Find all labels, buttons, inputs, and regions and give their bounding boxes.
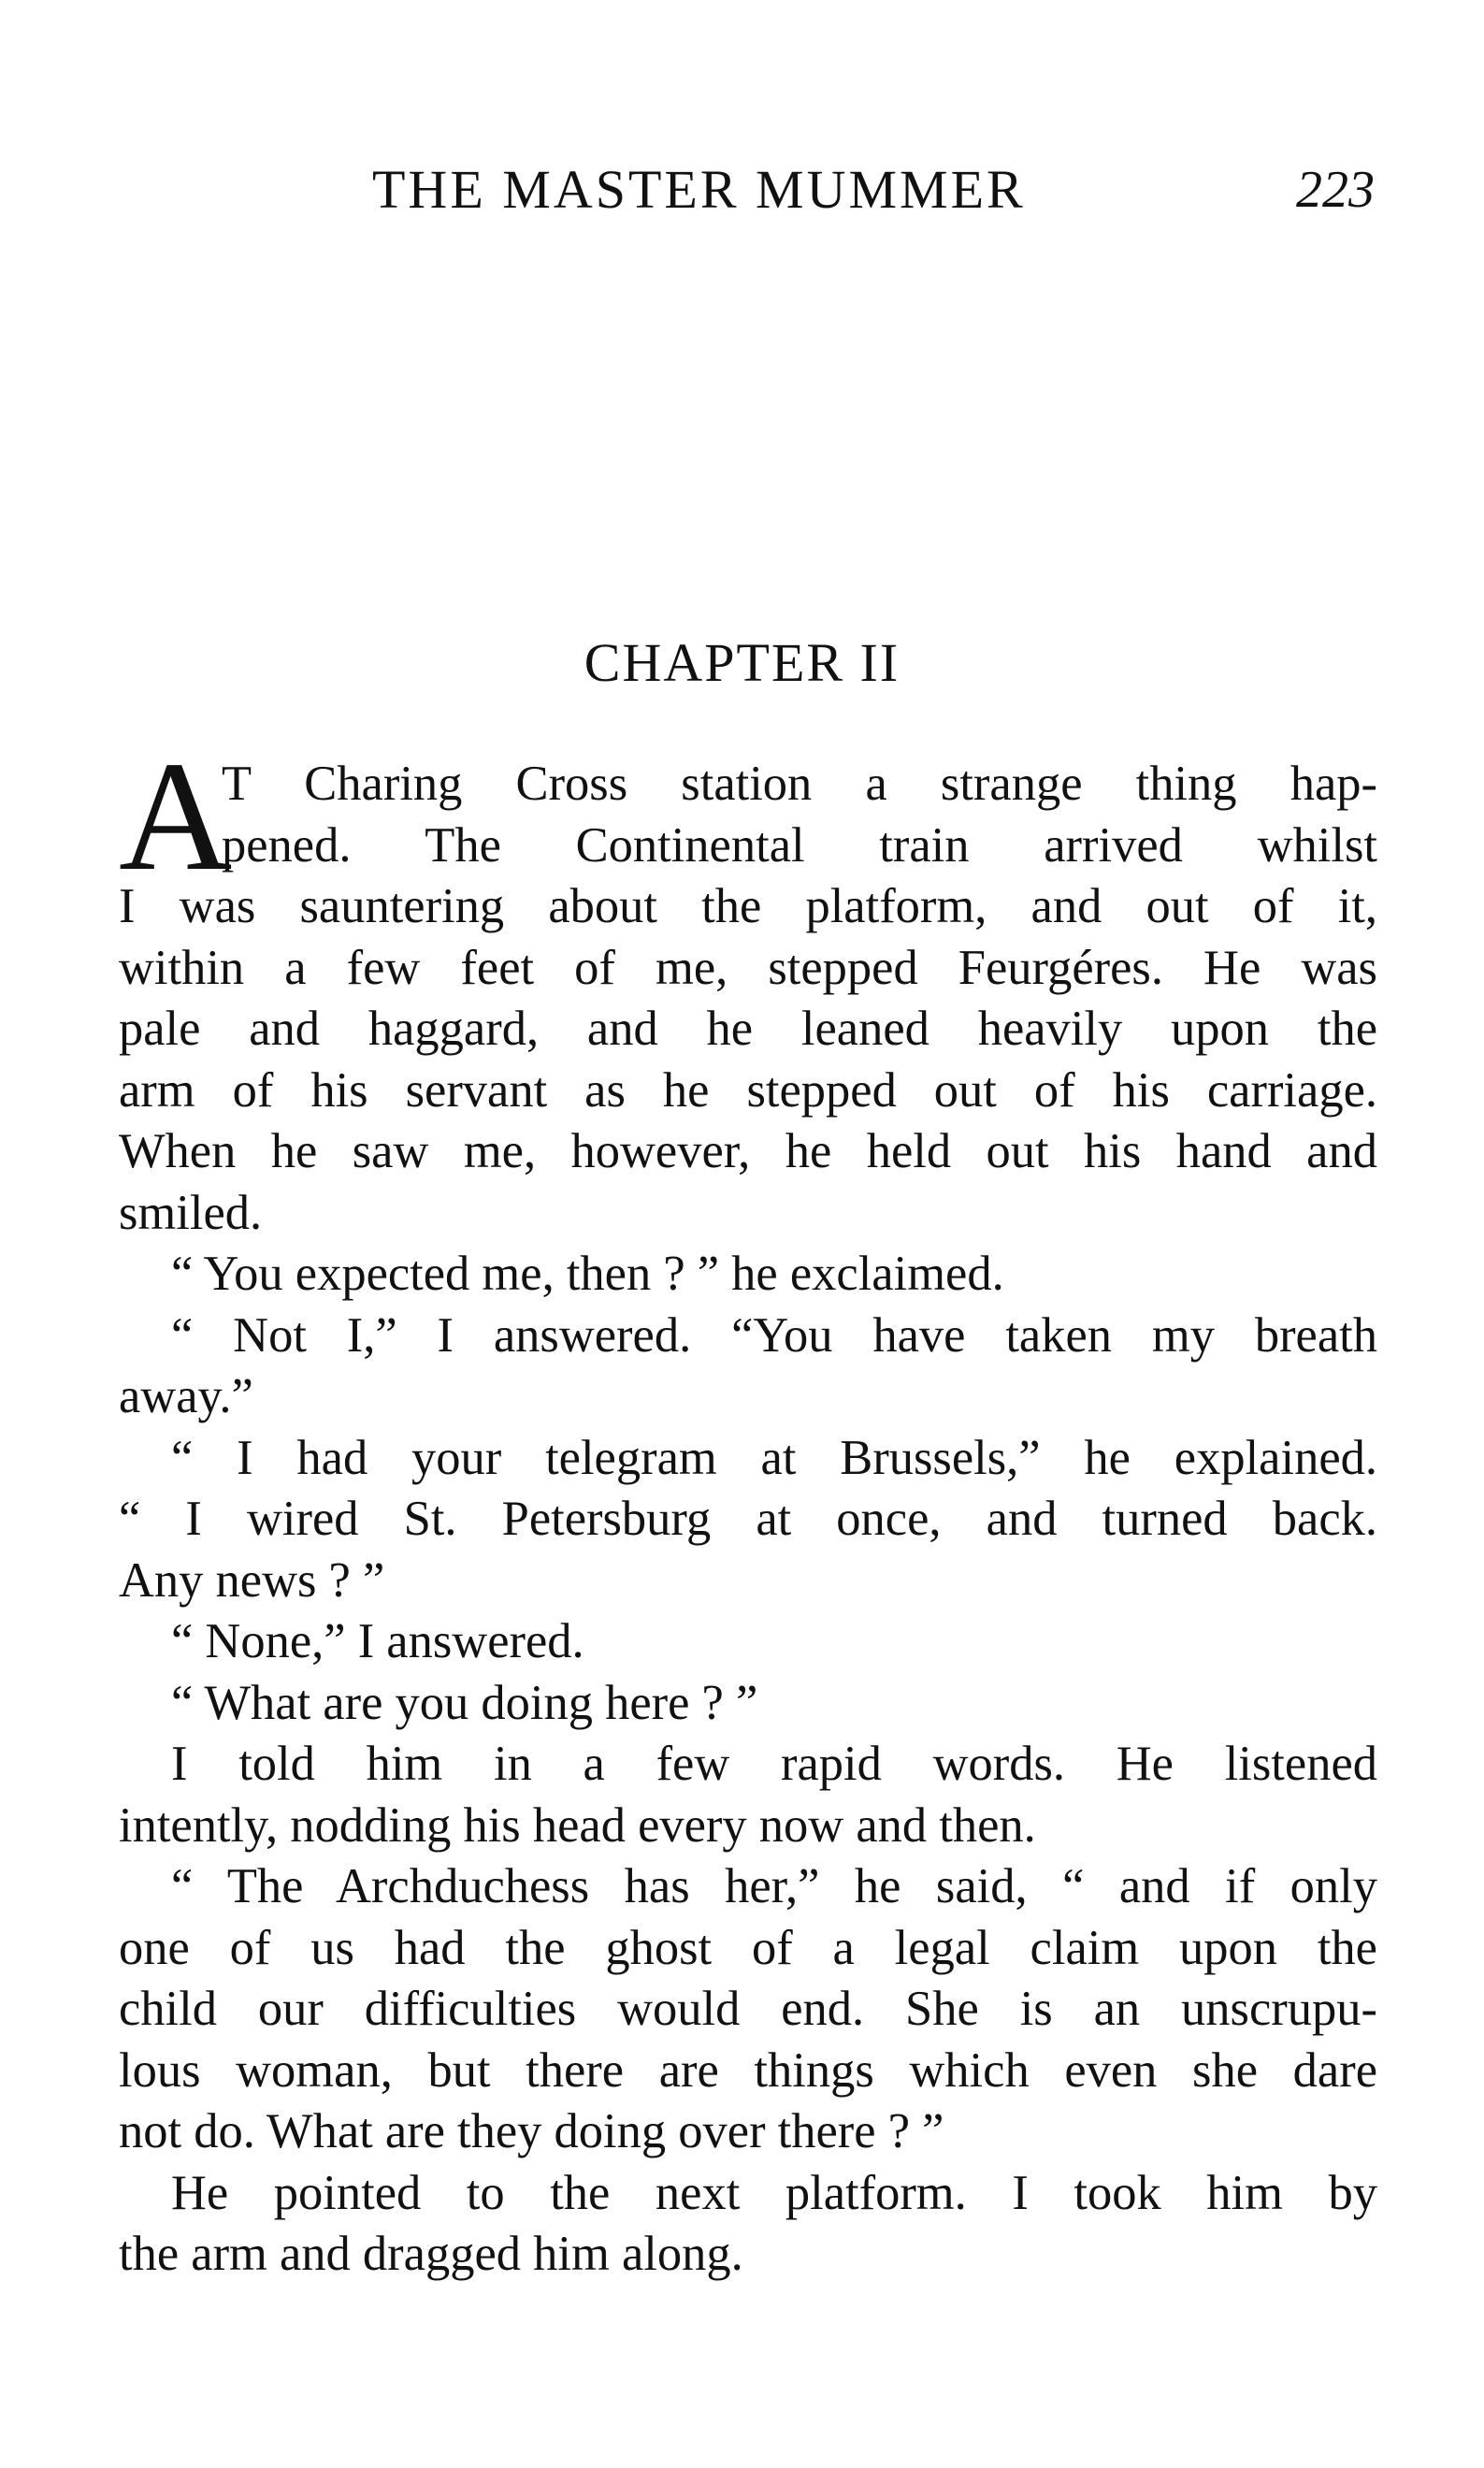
text-line: T Charing Cross station a strange thing hap- [222,757,1377,811]
text-line: within a few feet of me, stepped Feurgéres. He was [119,940,1377,995]
running-title: THE MASTER MUMMER [372,159,1026,220]
text-line: the arm and dragged him along. [119,2227,743,2281]
text-line: “ You expected me, then ? ” he exclaimed. [171,1247,1004,1301]
text-line: child our difficulties would end. She is an unscrupu- [119,1982,1377,2036]
text-line: “ What are you doing here ? ” [171,1675,758,1730]
text-line: “ Not I,” I answered. “You have taken my breath [171,1307,1377,1363]
text-line: I told him in a few rapid words. He listened [171,1737,1377,1791]
text-line: “ The Archduchess has her,” he said, “ and if only [171,1859,1377,1913]
chapter-heading: CHAPTER II [584,632,900,693]
drop-cap: A [119,729,233,903]
text-line: away.” [119,1369,253,1423]
page-number: 223 [1296,161,1375,219]
text-line: intently, nodding his head every now and then. [119,1797,1036,1853]
text-line: arm of his servant as he stepped out of his carriage. [119,1062,1377,1118]
text-line: one of us had the ghost of a legal claim upon the [119,1920,1377,1975]
text-line: pened. The Continental train arrived whilst [222,817,1377,873]
text-line: “ None,” I answered. [171,1614,584,1668]
text-line: He pointed to the next platform. I took him by [171,2165,1377,2220]
text-line: Any news ? ” [119,1552,385,1608]
text-line: smiled. [119,1185,263,1240]
running-head [0,157,1484,223]
text-line: “ I had your telegram at Brussels,” he explained. [171,1430,1377,1485]
text-line: lous woman, but there are things which even she dare [119,2042,1377,2098]
text-line: not do. What are they doing over there ? ” [119,2104,944,2158]
text-line: pale and haggard, and he leaned heavily upon the [119,1002,1377,1056]
text-line: “ I wired St. Petersburg at once, and turned back. [119,1492,1377,1546]
text-line: I was sauntering about the platform, and out of it, [119,879,1377,933]
text-line: When he saw me, however, he held out his hand and [119,1124,1377,1178]
body-text [119,729,1377,2286]
